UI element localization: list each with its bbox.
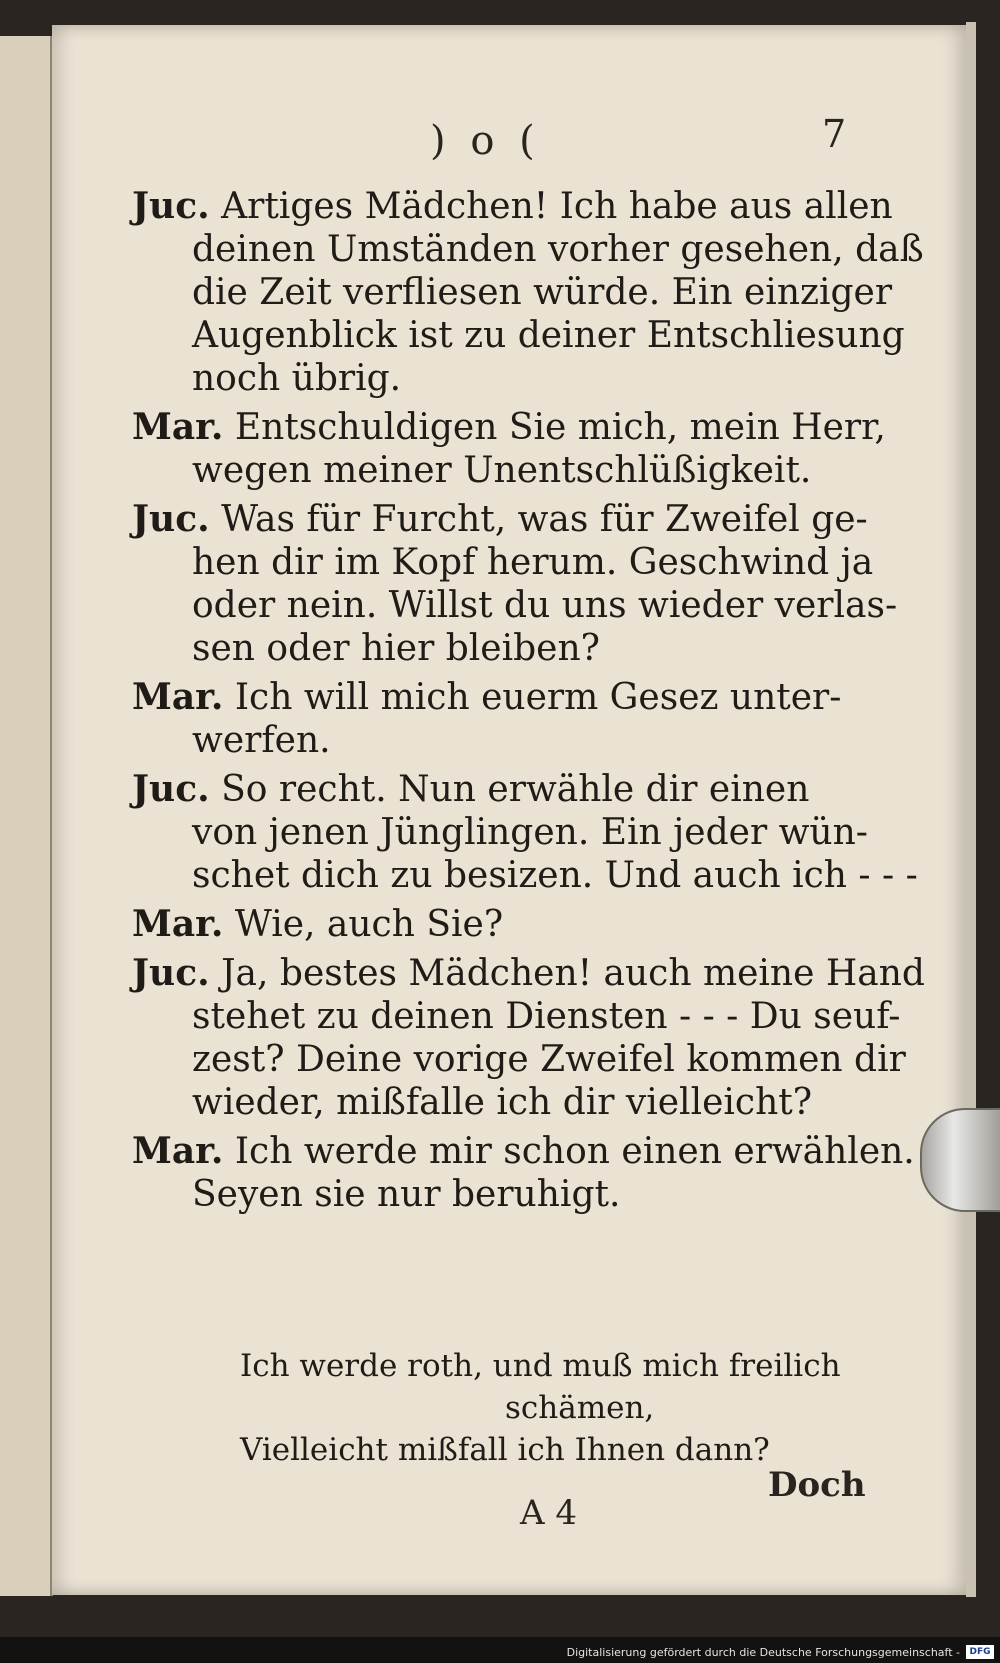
- footer-credit: Digitalisierung gefördert durch die Deutsche Forschungsgemeinschaft -: [566, 1646, 960, 1659]
- speech-line: wieder, mißfalle ich dir vielleicht?: [192, 1082, 813, 1123]
- speech-4: [132, 676, 880, 762]
- speech-line: stehet zu deinen Diensten - - - Du seuf-: [192, 996, 901, 1037]
- speech-line: So recht. Nun erwähle dir einen: [221, 769, 810, 810]
- speaker-label: Juc.: [132, 768, 210, 810]
- speech-6: [132, 903, 880, 946]
- speech-line: Wie, auch Sie?: [234, 904, 504, 945]
- verse-line: schämen,: [505, 1390, 655, 1426]
- catchword: Doch: [768, 1465, 866, 1505]
- speech-line: von jenen Jünglingen. Ein jeder wün-: [192, 812, 868, 853]
- signature-mark: A 4: [520, 1493, 577, 1533]
- speaker-label: Mar.: [132, 406, 224, 448]
- speaker-label: Mar.: [132, 676, 224, 718]
- speech-2: [132, 406, 886, 492]
- speaker-label: Mar.: [132, 1130, 224, 1172]
- speaker-label: Mar.: [132, 903, 224, 945]
- speech-5: [132, 768, 918, 897]
- speech-line: Was für Furcht, was für Zweifel ge-: [221, 499, 868, 540]
- speech-line: schet dich zu besizen. Und auch ich - - -: [192, 855, 918, 896]
- speech-line: noch übrig.: [192, 358, 402, 399]
- speech-line: Seyen sie nur beruhigt.: [192, 1174, 621, 1215]
- speech-8: [132, 1130, 915, 1216]
- speech-line: sen oder hier bleiben?: [192, 628, 600, 669]
- speech-7: [132, 952, 925, 1124]
- speech-line: deinen Umständen vorher gesehen, daß: [192, 229, 924, 270]
- speech-line: Artiges Mädchen! Ich habe aus allen: [221, 186, 893, 227]
- speech-line: Ich will mich euerm Gesez unter-: [234, 677, 842, 718]
- speech-line: Ich werde mir schon einen erwählen.: [234, 1131, 915, 1172]
- speech-3: [132, 498, 898, 670]
- running-header-mark: ) o (: [430, 118, 541, 164]
- footer-bar: [0, 1637, 1000, 1663]
- speaker-label: Juc.: [132, 185, 210, 227]
- left-page-edge: [0, 36, 53, 1596]
- speech-line: Ja, bestes Mädchen! auch meine Hand: [221, 953, 925, 994]
- dialogue-text: [132, 185, 925, 1222]
- speech-line: zest? Deine vorige Zweifel kommen dir: [192, 1039, 906, 1080]
- speech-line: die Zeit verfliesen würde. Ein einziger: [192, 272, 893, 313]
- speaker-label: Juc.: [132, 952, 210, 994]
- verse-line: Vielleicht mißfall ich Ihnen dann?: [240, 1432, 770, 1468]
- speech-line: hen dir im Kopf herum. Geschwind ja: [192, 542, 874, 583]
- verse-block: [240, 1345, 890, 1471]
- speaker-label: Juc.: [132, 498, 210, 540]
- dfg-logo: DFG: [966, 1645, 994, 1659]
- page-clip-icon: [920, 1108, 1000, 1212]
- page-stack-edge: [966, 22, 976, 1597]
- page-number: 7: [822, 112, 847, 156]
- speech-line: Entschuldigen Sie mich, mein Herr,: [234, 407, 886, 448]
- speech-line: oder nein. Willst du uns wieder verlas-: [192, 585, 898, 626]
- speech-line: Augenblick ist zu deiner Entschliesung: [192, 315, 905, 356]
- speech-line: werfen.: [192, 720, 331, 761]
- speech-1: [132, 185, 924, 400]
- speech-line: wegen meiner Unentschlüßigkeit.: [192, 450, 812, 491]
- verse-line: Ich werde roth, und muß mich freilich: [240, 1348, 841, 1384]
